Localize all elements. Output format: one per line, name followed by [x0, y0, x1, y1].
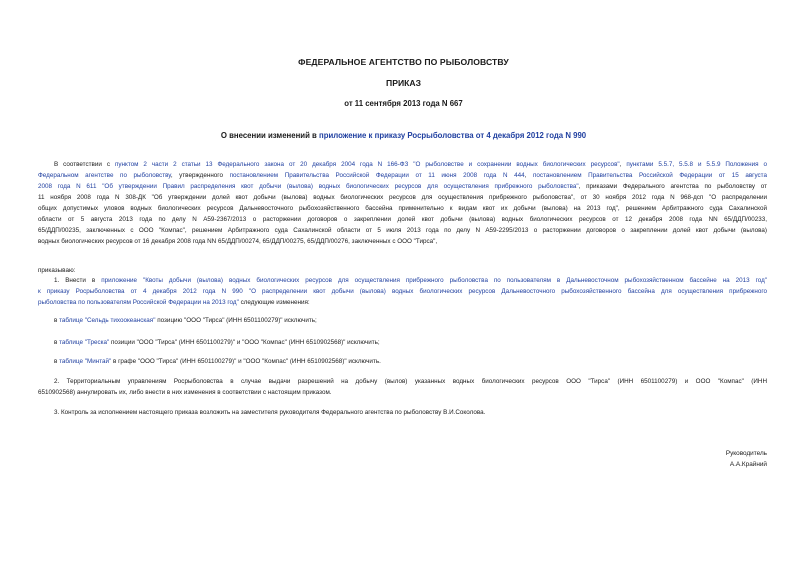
preamble-line-6: области от 5 августа 2013 года по делу N А59-2367/2013 о расторжении договоров о закреплении долей квот добычи (вылова) водных биологических ресурсов от 12 декабря 2008 года NN 65/ДДП/00233,: [38, 216, 767, 223]
order-990-link-cont[interactable]: рыболовства по пользователям Российской Федерации на 2013 год": [38, 299, 239, 306]
decree-611-link-cont[interactable]: 2008 года N 611 "Об утверждении Правил распределения квот добычи (вылова) водных биологических ресурсов для осуществления прибрежного рыболовства": [38, 183, 579, 190]
item-prefix: в: [54, 358, 60, 365]
paragraph-1-number: 1. Внести в: [54, 277, 102, 284]
change-item-cod: [54, 339, 380, 347]
item-text: позицию "ООО "Тирса" (ИНН 6501100279)" исключить;: [155, 317, 317, 324]
subject-prefix: О внесении изменений в: [220, 131, 320, 140]
preamble-text: ,: [619, 161, 627, 168]
decree-611-link[interactable]: постановлением Правительства Российской Федерации от 15 августа: [533, 172, 768, 179]
agency-regulation-link[interactable]: Федеральном агентстве по рыболовству: [38, 172, 171, 179]
item-prefix: в: [54, 317, 60, 324]
item-prefix: в: [54, 339, 60, 346]
order-word: приказываю:: [38, 267, 76, 274]
signatory-title: Руководитель: [725, 450, 767, 457]
paragraph-1-line-1: [54, 277, 767, 285]
preamble-text: В соответствии с: [54, 161, 115, 168]
preamble-text: ,: [524, 172, 533, 179]
paragraph-1-line-2: [38, 288, 767, 296]
document-subject: [0, 131, 807, 140]
subject-link[interactable]: приложение к приказу Росрыболовства от 4 декабря 2012 года N 990: [319, 131, 587, 140]
document-date-number: от 11 сентября 2013 года N 667: [344, 99, 463, 108]
preamble-text: , утвержденного: [170, 172, 230, 179]
paragraph-2-line-1: 2. Территориальным управлениям Росрыболовства в случае выдачи разрешений на добычу (вылов) указанных водных биологических ресурсов ООО "Тирса" (ИНН 6501100279) и ООО "Компас" (ИНН: [54, 378, 767, 385]
document-type: ПРИКАЗ: [386, 78, 421, 88]
item-text: позиции "ООО "Тирса" (ИНН 6501100279)" и "ООО "Компас" (ИНН 6510902568)" исключить;: [109, 339, 380, 346]
regulation-points-link[interactable]: пунктами 5.5.7, 5.5.8 и 5.5.9 Положения о: [626, 161, 768, 168]
decree-444-link[interactable]: постановлением Правительства Российской Федерации от 11 июня 2008 года N 444: [229, 172, 525, 179]
preamble-line-4: 11 ноября 2008 года N 308-ДК "Об утверждении долей квот добычи (вылова) водных биологических ресурсов для осуществления прибрежного рыболовства", от 30 ноября 2012 года N 968-дсп "О распределении: [38, 194, 767, 201]
law-link[interactable]: пунктом 2 части 2 статьи 13 Федерального закона от 20 декабря 2004 года N 166-ФЗ "О рыболовстве и сохранении водных биологических ресурсов": [114, 161, 620, 168]
table-pollock-link[interactable]: таблице "Минтай": [59, 358, 112, 365]
preamble-text: , приказами Федерального агентства по рыболовству от: [578, 183, 767, 190]
preamble-line-8: водных биологических ресурсов от 16 декабря 2008 года NN 65/ДДП/00274, 65/ДДП/00275, 65/ДДП/00276, заключенных с ООО "Тирса",: [38, 238, 438, 245]
table-herring-link[interactable]: таблице "Сельдь тихоокеанская": [59, 317, 156, 324]
paragraph-2-line-2: 6510902568) аннулировать их, либо внести в них изменения в соответствии с настоящим приказом.: [38, 389, 332, 396]
agency-name: ФЕДЕРАЛЬНОЕ АГЕНТСТВО ПО РЫБОЛОВСТВУ: [298, 57, 509, 67]
signatory-name: А.А.Крайний: [729, 461, 767, 468]
preamble-line-3: [38, 183, 767, 191]
preamble-line-1: [54, 161, 767, 169]
order-990-link[interactable]: к приказу Росрыболовства от 4 декабря 2012 года N 990 "О распределении квот добычи (вылова) водных биологических ресурсов Дальневосточного рыбохозяйственного бассейна для осуществления прибрежного: [38, 288, 767, 295]
change-item-pollock: [54, 358, 381, 366]
preamble-line-2: [38, 172, 767, 180]
item-text: в графе "ООО "Тирса" (ИНН 6501100279)" и "ООО "Компас" (ИНН 6510902568)" исключить.: [111, 358, 381, 365]
preamble-line-7: 65/ДДП/00235, заключенных с ООО "Компас", решением Арбитражного суда Сахалинской области от 5 июля 2013 года по делу N А59-2295/2013 о расторжении договоров о закреплении долей квот добычи (вылова): [38, 227, 767, 234]
change-item-herring: [54, 317, 317, 325]
appendix-link[interactable]: приложение "Квоты добычи (вылова) водных биологических ресурсов для осуществления прибрежного рыболовства по пользователям в Дальневосточном рыбохозяйственном бассейне на 2013 год": [101, 277, 768, 284]
preamble-line-5: общих допустимых уловов водных биологических ресурсов Дальневосточного рыбохозяйственного бассейна применительно к видам квот их добычи (вылова) на 2013 год", решением Арбитражного суда Сахалинской: [38, 205, 767, 212]
paragraph-1-tail: следующие изменения:: [238, 299, 310, 306]
paragraph-3: 3. Контроль за исполнением настоящего приказа возложить на заместителя руководителя Федерального агентства по рыболовству В.И.Соколова.: [54, 409, 486, 416]
table-cod-link[interactable]: таблице "Треска": [59, 339, 110, 346]
paragraph-1-line-3: [38, 299, 310, 307]
